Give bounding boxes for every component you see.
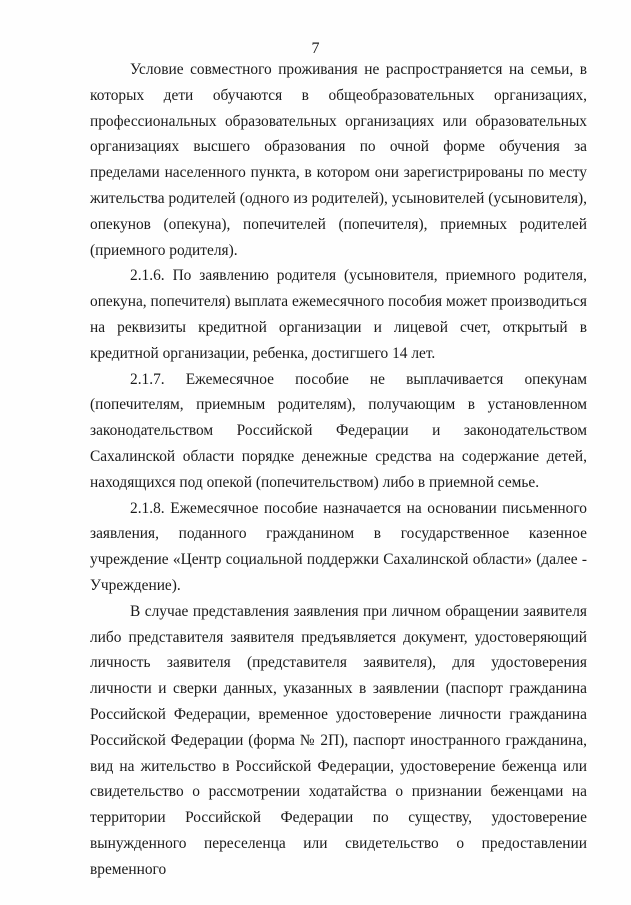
document-body bbox=[90, 57, 587, 883]
paragraph-personal-application: В случае представления заявления при личном обращении заявителя либо представителя заявителя предъявляется документ, удостоверяющий личность заявителя (представителя заявителя), для удостоверения личности и сверки данных, указанных в заявлении (паспорт гражданина Российской Федерации, временное удостоверение личности гражданина Российской Федерации (форма № 2П), паспорт иностранного гражданина, вид на жительство в Российской Федерации, удостоверение беженца или свидетельство о рассмотрении ходатайства о признании беженцами на территории Российской Федерации по существу, удостоверение вынужденного переселенца или свидетельство о предоставлении временного bbox=[90, 602, 587, 878]
paragraph-cohabitation-condition: Условие совместного проживания не распространяется на семьи, в которых дети обучаются в общеобразовательных организациях, профессиональных образовательных организациях или образовательных организациях высшего образования по очной форме обучения за пределами населенного пункта, в котором они зарегистрированы по месту жительства родителей (одного из родителей), усыновителей (усыновителя), опекунов (опекуна), попечителей (попечителя), приемных родителей (приемного родителя). bbox=[90, 61, 587, 259]
paragraph-2-1-6: 2.1.6. По заявлению родителя (усыновителя, приемного родителя, опекуна, попечителя) выплата ежемесячного пособия может производиться на реквизиты кредитной организации и лицевой счет, открытый в кредитной организации, ребенка, достигшего 14 лет. bbox=[90, 267, 587, 362]
paragraph-2-1-8: 2.1.8. Ежемесячное пособие назначается на основании письменного заявления, поданного гражданином в государственное казенное учреждение «Центр социальной поддержки Сахалинской области» (далее - Учреждение). bbox=[90, 499, 587, 594]
page-number: 7 bbox=[311, 40, 320, 57]
paragraph-2-1-7: 2.1.7. Ежемесячное пособие не выплачивается опекунам (попечителям, приемным родителям), получающим в установленном законодательством Российской Федерации и законодательством Сахалинской области порядке денежные средства на содержание детей, находящихся под опекой (попечительством) либо в приемной семье. bbox=[90, 370, 587, 491]
